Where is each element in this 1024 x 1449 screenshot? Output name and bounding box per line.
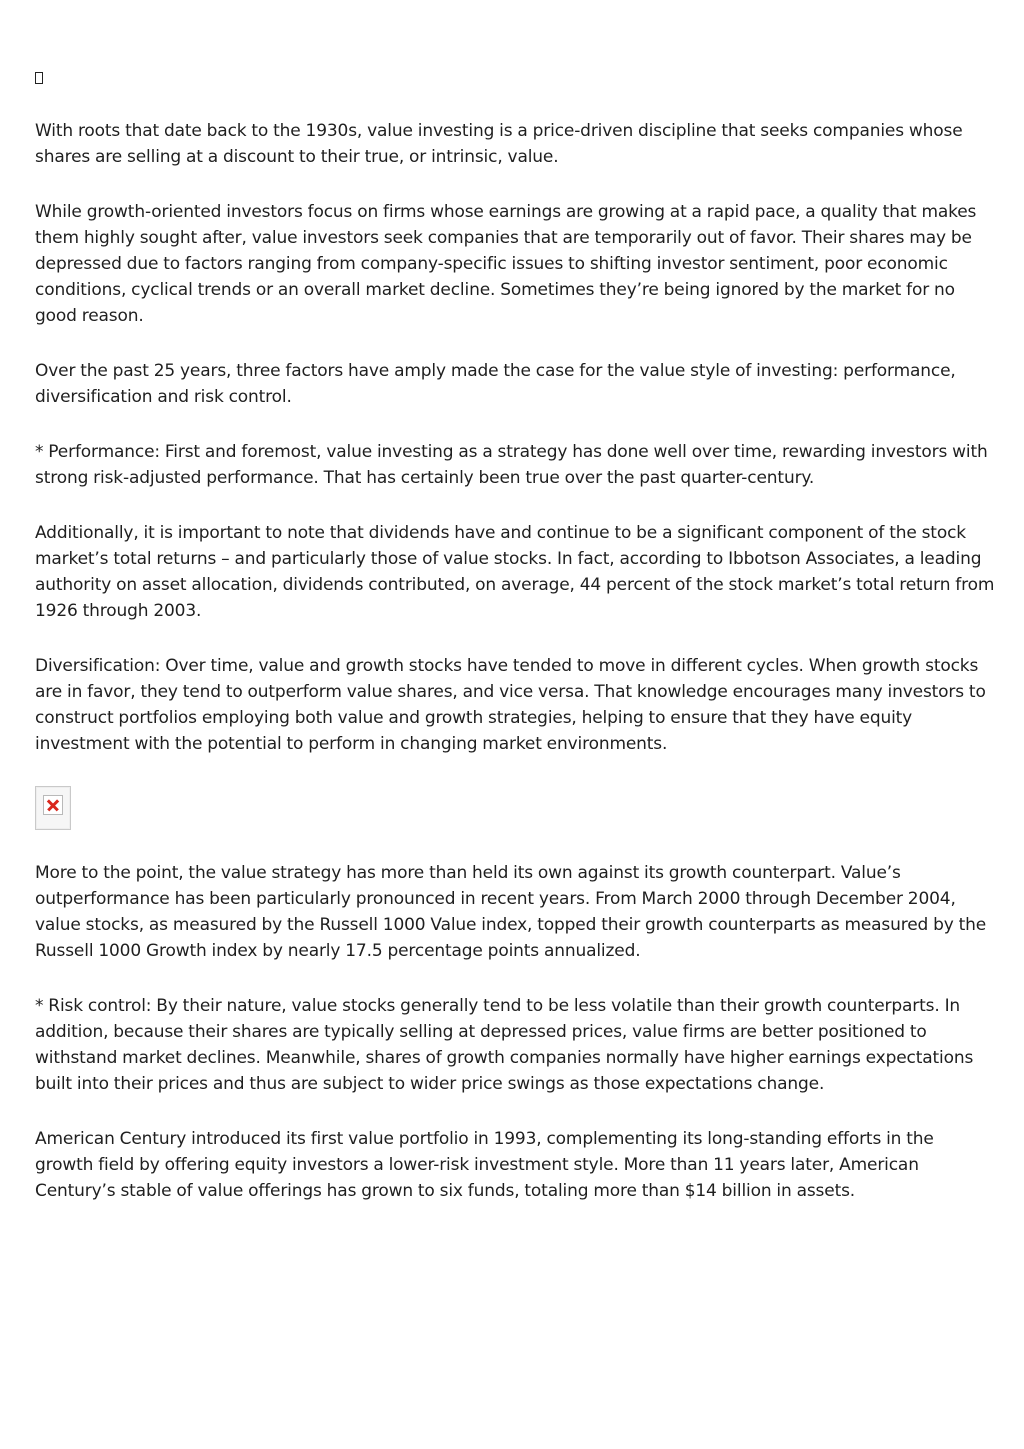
paragraph-growth-vs-value: While growth-oriented investors focus on firms whose earnings are growing at a rapid pace, a quality that makes them highly sought after, value investors seek companies that are temporarily out of favor. Their shares may be depressed due to factors ranging from company-specific issues to shifting investor sentiment, poor economic conditions, cyclical trends or an overall market decline. Sometimes they’re being ignored by the market for no good reason. <box>35 202 977 326</box>
close-x-icon <box>43 795 63 815</box>
paragraph-performance: * Performance: First and foremost, value investing as a strategy has done well over time, rewarding investors with strong risk-adjusted performance. That has certainly been true over the past quarter-century. <box>35 442 988 488</box>
paragraph-intro: With roots that date back to the 1930s, value investing is a price-driven discipline that seeks companies whose shares are selling at a discount to their true, or intrinsic, value. <box>35 121 963 167</box>
paragraph-dividends: Additionally, it is important to note that dividends have and continue to be a significant component of the stock market’s total returns – and particularly those of value stocks. In fact, according to Ibbotson Associates, a leading authority on asset allocation, dividends contributed, on average, 44 percent of the stock market’s total return from 1926 through 2003. <box>35 523 995 621</box>
missing-glyph-icon <box>35 72 43 84</box>
document-body <box>35 62 995 1233</box>
risk-text-before-link: * Risk control: By their nature, value stocks generally tend to be less volatile than their growth counterparts. In addition, because their shares are typically selling at depressed prices, value firms are better positioned to withstand market declines. Meanwhile, shares of growth companies normally <box>35 996 961 1068</box>
paragraph-diversification: Diversification: Over time, value and growth stocks have tended to move in different cycles. When growth stocks are in favor, they tend to outperform value shares, and vice versa. That knowledge encourages many investors to construct portfolios employing both value and growth strategies, helping to ensure that they have equity investment with the potential to perform in changing market environments. <box>35 656 986 754</box>
risk-text-after-link: have higher earnings expectations built into their prices and thus are subject to wider price swings as those expectations change. <box>35 1048 974 1094</box>
paragraph-outperformance: More to the point, the value strategy has more than held its own against its growth counterpart. Value’s outperformance has been particularly pronounced in recent years. From March 2000 through December 2004, value stocks, as measured by the Russell 1000 Value index, topped their growth counterparts as measured by the Russell 1000 Growth index by nearly 17.5 percentage points annualized. <box>35 863 987 961</box>
paragraph-risk-control <box>35 993 995 1097</box>
paragraph-three-factors: Over the past 25 years, three factors have amply made the case for the value style of investing: performance, diversification and risk control. <box>35 361 956 407</box>
paragraph-american-century: American Century introduced its first value portfolio in 1993, complementing its long-standing efforts in the growth field by offering equity investors a lower-risk investment style. More than 11 years later, American Century’s stable of value offerings has grown to six funds, totaling more than $14 billion in assets. <box>35 1129 934 1201</box>
missing-glyph-row <box>35 62 995 88</box>
broken-image-icon <box>35 786 71 830</box>
